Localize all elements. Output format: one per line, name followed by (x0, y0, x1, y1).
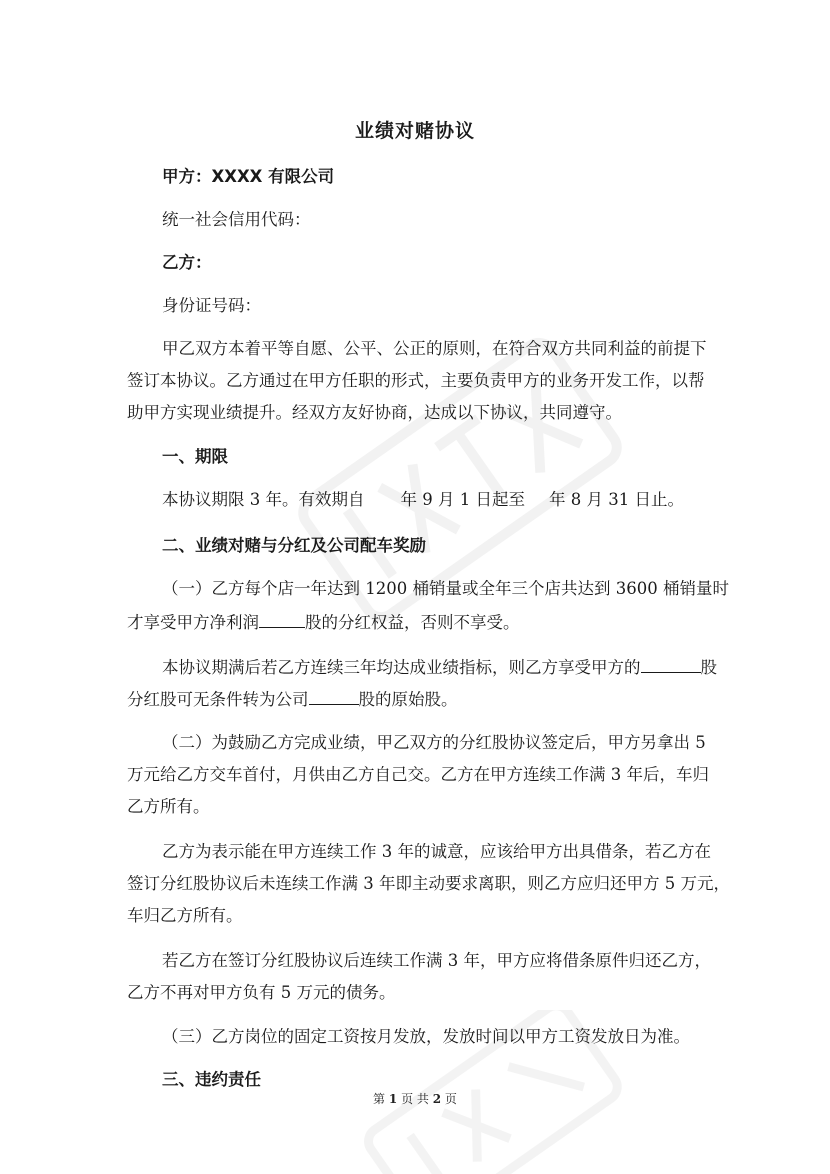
party-b: 乙方： (162, 253, 212, 272)
conversion-text-2: 分红股可无条件转为公司 (127, 690, 309, 709)
section-heading-bet: 二、业绩对赌与分红及公司配车奖励 (162, 536, 426, 555)
clause-one-line: （一）乙方每个店一年达到 1200 桶销量或全年三个店共达到 3600 桶销量时 (162, 579, 729, 598)
term-start-text: 本协议期限 3 年。有效期自 (162, 490, 365, 509)
credit-code-label: 统一社会信用代码： (162, 210, 311, 229)
dividend-text-end: 股的分红权益，否则不享受。 (305, 613, 520, 632)
page-suffix: 页 (444, 1092, 457, 1106)
dividend-shares-blank (259, 610, 305, 628)
clause-two-line: （二）为鼓励乙方完成业绩，甲乙双方的分红股协议签定后，甲方另拿出 5 (162, 733, 706, 752)
intro-line: 签订本协议。乙方通过在甲方任职的形式，主要负责甲方的业务开发工作，以帮 (127, 371, 705, 390)
clause-one-line (127, 610, 520, 634)
term-mid-text: 年 9 月 1 日起至 (400, 490, 525, 509)
page-prefix: 第 (373, 1092, 386, 1106)
page-mid: 页 共 (401, 1092, 429, 1106)
section-heading-term: 一、期限 (162, 447, 228, 466)
bonus-shares-blank (641, 655, 701, 673)
return-line: 乙方不再对甲方负有 5 万元的债务。 (127, 983, 396, 1002)
clause-two-line: 万元给乙方交车首付，月供由乙方自己交。乙方在甲方连续工作满 3 年后，车归 (127, 765, 709, 784)
intro-line: 甲乙双方本着平等自愿、公平、公正的原则，在符合双方共同利益的前提下 (162, 339, 707, 358)
clause-three-line: （三）乙方岗位的固定工资按月发放，发放时间以甲方工资发放日为准。 (162, 1027, 690, 1046)
conversion-text-end: 股 (700, 658, 717, 677)
iou-line: 乙方为表示能在甲方连续工作 3 年的诚意，应该给甲方出具借条，若乙方在 (162, 842, 711, 861)
conversion-line (127, 687, 458, 711)
intro-line: 助甲方实现业绩提升。经双方友好协商，达成以下协议，共同遵守。 (127, 403, 622, 422)
dividend-text: 才享受甲方净利润 (127, 613, 259, 632)
iou-line: 车归乙方所有。 (127, 906, 243, 925)
return-line: 若乙方在签订分红股协议后连续工作满 3 年，甲方应将借条原件归还乙方， (162, 951, 711, 970)
id-number-label: 身份证号码： (162, 296, 261, 315)
original-shares-blank (309, 687, 359, 705)
page-total: 2 (432, 1092, 442, 1106)
page-current: 1 (388, 1092, 398, 1106)
term-line (162, 489, 684, 511)
conversion-text: 本协议期满后若乙方连续三年均达成业绩指标，则乙方享受甲方的 (162, 658, 641, 677)
watermark-icon (250, 260, 670, 700)
section-heading-liability: 三、违约责任 (162, 1070, 261, 1089)
document-title: 业绩对赌协议 (354, 120, 475, 142)
clause-two-line: 乙方所有。 (127, 797, 210, 816)
conversion-text-2-end: 股的原始股。 (358, 690, 458, 709)
party-a: 甲方：XXXX 有限公司 (162, 167, 335, 186)
term-end-text: 年 8 月 31 日止。 (548, 490, 684, 509)
conversion-line (162, 655, 717, 679)
page-number (0, 1090, 830, 1107)
iou-line: 签订分红股协议后未连续工作满 3 年即主动要求离职，则乙方应归还甲方 5 万元， (127, 874, 730, 893)
